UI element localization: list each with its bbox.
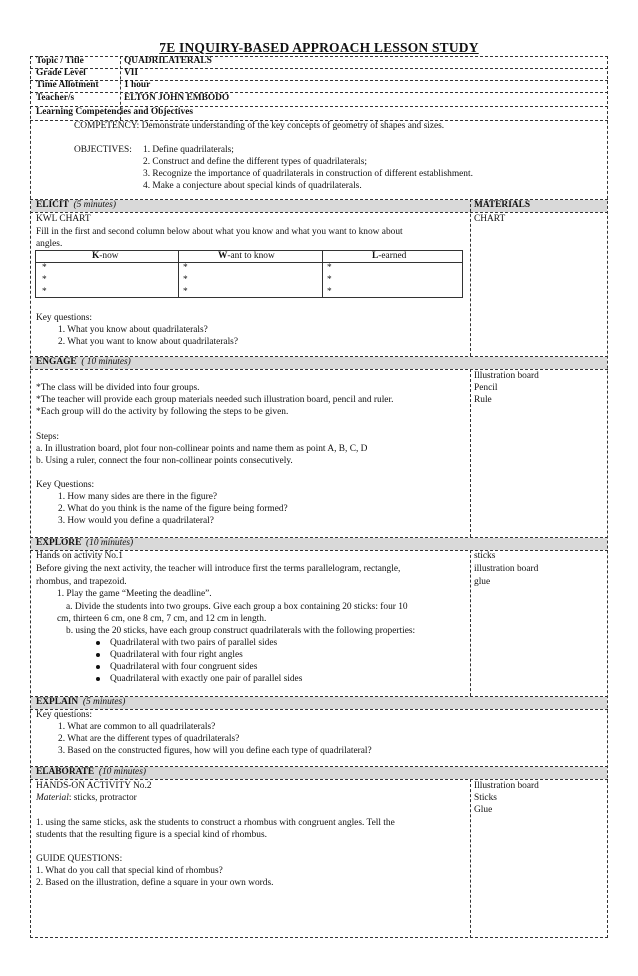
competency-text: COMPETENCY: Demonstrate understanding of the key concepts of geometry of shapes and sizes. (74, 121, 445, 131)
kwl-star: * (183, 275, 188, 285)
row-divider (30, 80, 608, 81)
bullet-icon (96, 677, 100, 681)
explore-line: Before giving the next activity, the teacher will introduce first the terms parallelogram, rectangle, (36, 564, 401, 574)
explore-line: rhombus, and trapezoid. (36, 577, 127, 587)
kwl-rest: -earned (378, 251, 407, 261)
kwl-rest: -now (99, 251, 119, 261)
info-value: 1 hour (124, 80, 151, 90)
info-label: Grade Level (36, 68, 86, 78)
section-time: (5 minutes) (82, 697, 126, 707)
objectives-label: OBJECTIVES: (74, 145, 132, 155)
instruction-text: angles. (36, 239, 63, 249)
objective-item: 2. Construct and define the different types of quadrilaterals; (143, 157, 367, 167)
question-item: 1. What are common to all quadrilaterals? (58, 722, 216, 732)
objective-item: 4. Make a conjecture about special kinds of quadrilaterals. (143, 181, 362, 191)
material-item: Illustration board (474, 371, 539, 381)
section-time: ( 10 minutes) (81, 357, 131, 367)
kwl-letter: K (92, 251, 100, 261)
question-item: 2. What you want to know about quadrilaterals? (58, 337, 238, 347)
key-questions-label: Key questions: (36, 313, 92, 323)
bullet-item: Quadrilateral with four congruent sides (110, 662, 258, 672)
instruction-text: 1. using the same sticks, ask the students to construct a rhombus with congruent angles. Tell the (36, 818, 395, 828)
bullet-item: Quadrilateral with four right angles (110, 650, 243, 660)
section-name: EXPLAIN (36, 697, 79, 707)
section-name: ENGAGE (36, 357, 77, 367)
section-name: ELABORATE (36, 767, 95, 777)
info-label: Time Allotment (36, 80, 99, 90)
activity-title: HANDS-ON ACTIVITY No.2 (36, 781, 152, 791)
info-label: Topic / Title (36, 56, 84, 66)
page-title: 7E INQUIRY-BASED APPROACH LESSON STUDY (159, 40, 479, 55)
section-time: (10 minutes) (98, 767, 146, 777)
section-name: ELICIT (36, 200, 69, 210)
kwl-star: * (183, 287, 188, 297)
guide-questions-label: GUIDE QUESTIONS: (36, 854, 123, 864)
kwl-letter: L (372, 251, 379, 261)
bullet-icon (96, 653, 100, 657)
material-text: : sticks, protractor (68, 793, 137, 803)
material-item: sticks (474, 551, 496, 561)
bullet-icon (96, 665, 100, 669)
kwl-header-l (372, 251, 406, 263)
kwl-star: * (183, 263, 188, 273)
question-item: 2. What are the different types of quadrilaterals? (58, 734, 240, 744)
engage-line: *The class will be divided into four groups. (36, 383, 200, 393)
instruction-text: Fill in the first and second column below about what you know and what you want to know about (36, 227, 403, 237)
material-item: Sticks (474, 793, 497, 803)
question-item: 2. What do you think is the name of the figure being formed? (58, 504, 288, 514)
section-name: EXPLORE (36, 538, 82, 548)
explore-line: a. Divide the students into two groups. Give each group a box containing 20 sticks: four 10 (66, 602, 408, 612)
explore-line: b. using the 20 sticks, have each group construct quadrilaterals with the following properties: (66, 626, 416, 636)
question-item: 1. What you know about quadrilaterals? (58, 325, 208, 335)
section-time: (5 minutes) (73, 200, 116, 210)
bullet-item: Quadrilateral with two pairs of parallel sides (110, 638, 278, 648)
info-value: ELTON JOHN EMBODO (124, 93, 230, 103)
question-item: 3. How would you define a quadrilateral? (58, 516, 214, 526)
row-divider (30, 68, 608, 69)
bullet-icon (96, 641, 100, 645)
kwl-star: * (327, 275, 332, 285)
material-item: Pencil (474, 383, 498, 393)
engage-line: *The teacher will provide each group materials needed such illustration board, pencil and ruler. (36, 395, 394, 405)
material-label: Material (36, 793, 69, 803)
explore-line: 1. Play the game “Meeting the deadline”. (57, 589, 212, 599)
explore-line: cm, thirteen 6 cm, one 8 cm, 7 cm, and 12 cm in length. (57, 614, 267, 624)
activity-title: KWL CHART (36, 214, 91, 224)
kwl-letter: W (218, 251, 228, 261)
kwl-star: * (42, 287, 47, 297)
explore-line: Hands on activity No.1 (36, 551, 123, 561)
materials-divider (470, 199, 471, 356)
guide-question: 1. What do you call that special kind of rhombus? (36, 866, 223, 876)
kwl-header-k (92, 251, 119, 263)
kwl-star: * (327, 263, 332, 273)
kwl-star: * (327, 287, 332, 297)
kwl-star: * (42, 263, 47, 273)
info-label: Teacher/s (36, 93, 75, 103)
kwl-rest: -ant to know (227, 251, 275, 261)
material-item: Illustration board (474, 781, 539, 791)
row-divider (30, 709, 608, 710)
row-divider (30, 779, 608, 780)
objective-item: 1. Define quadrilaterals; (143, 145, 234, 155)
material-item: CHART (474, 214, 506, 224)
instruction-text: students that the resulting figure is a special kind of rhombus. (36, 830, 267, 840)
steps-label: Steps: (36, 432, 59, 442)
key-questions-label: Key Questions: (36, 480, 95, 490)
material-item: glue (474, 577, 491, 587)
materials-divider (470, 369, 471, 537)
materials-divider (470, 550, 471, 696)
material-item: illustration board (474, 564, 539, 574)
key-questions-label: Key questions: (36, 710, 92, 720)
kwl-col-divider (178, 251, 179, 297)
section-time: (10 minutes) (86, 538, 134, 548)
row-divider (30, 369, 608, 370)
material-item: Glue (474, 805, 493, 815)
engage-line: *Each group will do the activity by following the steps to be given. (36, 407, 289, 417)
materials-header: MATERIALS (474, 200, 531, 210)
row-divider (30, 212, 608, 213)
row-divider (30, 92, 608, 93)
guide-question: 2. Based on the illustration, define a square in your own words. (36, 878, 274, 888)
competencies-header: Learning Competencies and Objectives (36, 107, 194, 117)
material-item: Rule (474, 395, 492, 405)
kwl-col-divider (322, 251, 323, 297)
kwl-header-w (218, 251, 275, 263)
materials-divider (470, 779, 471, 938)
question-item: 1. How many sides are there in the figure? (58, 492, 218, 502)
objective-item: 3. Recognize the importance of quadrilaterals in construction of different establishment. (143, 169, 473, 179)
question-item: 3. Based on the constructed figures, how will you define each type of quadrilateral? (58, 746, 372, 756)
info-value: VII (124, 68, 139, 78)
bullet-item: Quadrilateral with exactly one pair of parallel sides (110, 674, 303, 684)
step-item: a. In illustration board, plot four non-collinear points and name them as point A, B, C, D (36, 444, 368, 454)
info-value: QUADRILATERALS (124, 56, 212, 66)
step-item: b. Using a ruler, connect the four non-collinear points consecutively. (36, 456, 293, 466)
kwl-star: * (42, 275, 47, 285)
